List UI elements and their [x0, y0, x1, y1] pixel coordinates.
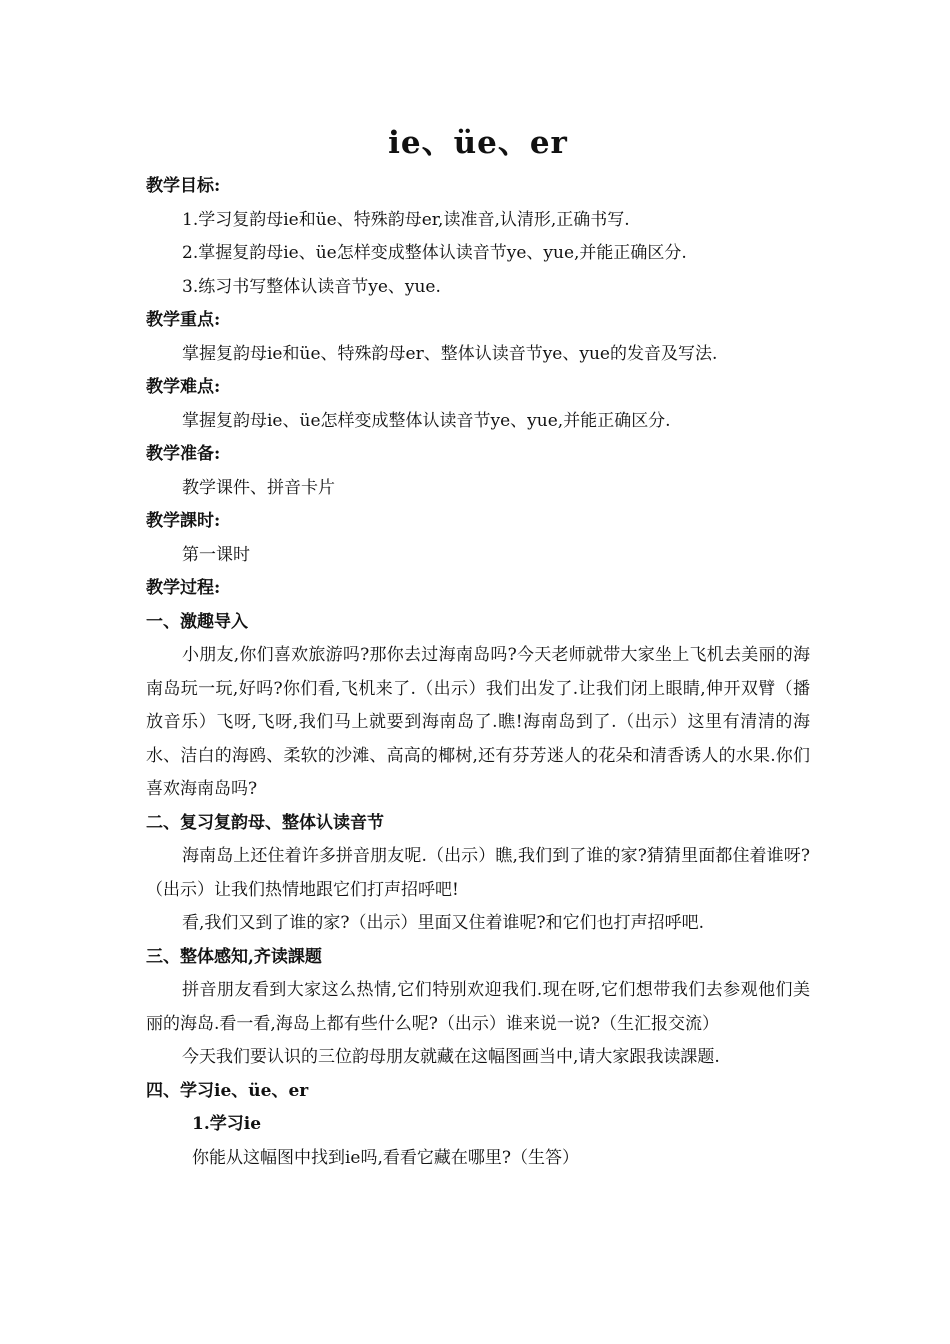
preparation-heading: 教学准备:	[146, 444, 221, 464]
section1-heading: 一、激趣导入	[146, 611, 248, 632]
objective-item-1: 1.学习复韵母ie和üe、特殊韵母er,读准音,认清形,正确书写.	[182, 209, 630, 230]
section3-paragraph-2: 今天我们要认识的三位韵母朋友就藏在这幅图画当中,请大家跟我读課题.	[182, 1047, 720, 1067]
difficulties-heading: 教学难点:	[146, 377, 221, 397]
section4-sub-heading: 1.学习ie	[192, 1114, 262, 1134]
key-points-heading: 教学重点:	[146, 310, 221, 330]
section2-heading: 二、复习复韵母、整体认读音节	[146, 812, 384, 833]
section2-paragraph-1: 海南岛上还住着许多拼音朋友呢.（出示）瞧,我们到了谁的家?猜猜里面都住着谁呀?（出示）让我们热情地跟它们打声招呼吧!	[146, 846, 810, 900]
difficulties-text: 掌握复韵母ie、üe怎样变成整体认读音节ye、yue,并能正确区分.	[182, 410, 671, 431]
process-heading: 教学过程:	[146, 578, 221, 598]
objectives-heading: 教学目标:	[146, 176, 221, 196]
preparation-text: 教学课件、拼音卡片	[182, 477, 335, 498]
section4-paragraph: 你能从这幅图中找到ie吗,看看它藏在哪里?（生答）	[192, 1147, 580, 1168]
key-points-text: 掌握复韵母ie和üe、特殊韵母er、整体认读音节ye、yue的发音及写法.	[182, 343, 718, 364]
hours-text: 第一课时	[182, 544, 250, 565]
hours-heading: 教学課时:	[146, 511, 221, 531]
objective-item-3: 3.练习书写整体认读音节ye、yue.	[182, 276, 441, 297]
document-title: ie、üe、er	[388, 125, 568, 161]
document-page	[146, 118, 810, 1175]
section2-paragraph-2: 看,我们又到了谁的家?（出示）里面又住着谁呢?和它们也打声招呼吧.	[182, 913, 705, 933]
section3-heading: 三、整体感知,齐读課题	[146, 946, 322, 967]
objective-item-2: 2.掌握复韵母ie、üe怎样变成整体认读音节ye、yue,并能正确区分.	[182, 243, 687, 263]
section4-heading: 四、学习ie、üe、er	[146, 1080, 309, 1101]
section1-paragraph: 小朋友,你们喜欢旅游吗?那你去过海南岛吗?今天老师就带大家坐上飞机去美丽的海南岛玩一玩,好吗?你们看,飞机来了.（出示）我们出发了.让我们闭上眼睛,伸开双臂（播放音乐）飞呀,飞呀,我们马上就要到海南岛了.瞧!海南岛到了.（出示）这里有清清的海水、洁白的海鸥、柔软的沙滩、高高的椰树,还有芬芳迷人的花朵和清香诱人的水果.你们喜欢海南岛吗?	[146, 645, 810, 799]
section3-paragraph-1: 拼音朋友看到大家这么热情,它们特别欢迎我们.现在呀,它们想带我们去参观他们美丽的海岛.看一看,海岛上都有些什么呢?（出示）谁来说一说?（生汇报交流）	[146, 980, 810, 1034]
